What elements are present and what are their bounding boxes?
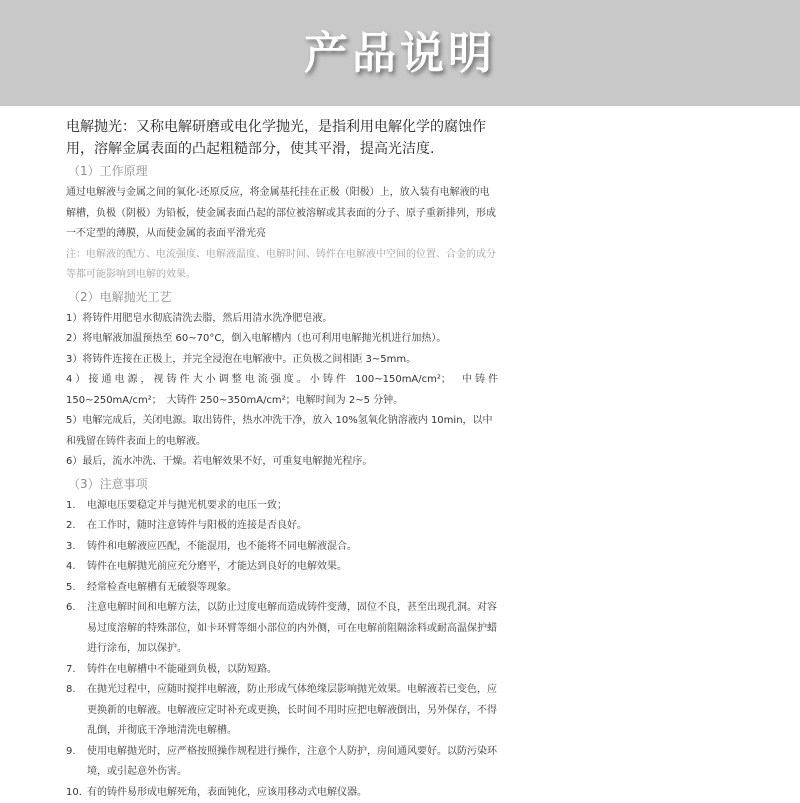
precaution-number: 8. [66, 680, 87, 742]
precaution-item [66, 598, 498, 660]
process-step: 1）将铸件用肥皂水彻底清洗去脂，然后用清水洗净肥皂液。 [66, 309, 498, 330]
precaution-number: 1. [66, 496, 87, 517]
precaution-item [66, 680, 498, 742]
precaution-item [66, 516, 498, 537]
section-heading-precautions: （3）注意事项 [68, 474, 498, 494]
precaution-text: 铸件在电解抛光前应充分磨平，才能达到良好的电解效果。 [87, 557, 498, 578]
precaution-text: 铸件在电解槽中不能碰到负极，以防短路。 [87, 660, 498, 681]
precaution-item [66, 537, 498, 558]
precaution-number: 10. [66, 783, 87, 803]
precaution-text: 在工作时，随时注意铸件与阳极的连接是否良好。 [87, 516, 498, 537]
precaution-text: 电源电压要稳定并与抛光机要求的电压一致； [87, 496, 498, 517]
precaution-text: 经常检查电解槽有无破裂等现象。 [87, 578, 498, 599]
precaution-item [66, 742, 498, 783]
title-banner [0, 0, 800, 106]
section-heading-principle: （1）工作原理 [68, 161, 498, 181]
precaution-item [66, 578, 498, 599]
section-heading-process: （2）电解抛光工艺 [68, 287, 498, 307]
intro-paragraph: 电解抛光：又称电解研磨或电化学抛光，是指利用电解化学的腐蚀作用，溶解金属表面的凸起粗糙部分，使其平滑，提高光洁度. [66, 116, 498, 160]
precaution-number: 3. [66, 537, 87, 558]
process-step: 6）最后，流水冲洗、干燥。若电解效果不好，可重复电解抛光程序。 [66, 452, 498, 473]
precaution-text: 铸件和电解液应匹配，不能混用，也不能将不同电解液混合。 [87, 537, 498, 558]
precaution-text: 有的铸件易形成电解死角，表面钝化，应该用移动式电解仪器。 [87, 783, 498, 803]
precaution-text: 使用电解抛光时，应严格按照操作规程进行操作，注意个人防护，房间通风要好。以防污染环境，或引起意外伤害。 [87, 742, 498, 783]
process-step: 2）将电解液加温预热至 60~70°C，倒入电解槽内（也可利用电解抛光机进行加热）。 [66, 329, 498, 350]
principle-note: 注：电解液的配方、电流强度、电解液温度、电解时间、铸件在电解液中空间的位置、合金的成分等都可能影响到电解的效果。 [66, 245, 498, 286]
precaution-item [66, 660, 498, 681]
precaution-number: 5. [66, 578, 87, 599]
precaution-number: 4. [66, 557, 87, 578]
precaution-number: 9. [66, 742, 87, 783]
document-body [66, 116, 498, 803]
principle-paragraph: 通过电解液与金属之间的氧化-还原反应，将金属基托挂在正极（阳极）上，放入装有电解液的电解槽，负极（阴极）为铅板，使金属表面凸起的部位被溶解或其表面的分子、原子重新排列，形成一不定型的薄膜，从而使金属的表面平滑光亮 [66, 183, 498, 245]
precaution-text: 在抛光过程中，应随时搅拌电解液，防止形成气体绝缘层影响抛光效果。电解液若已变色，应更换新的电解液。电解液应定时补充或更换，长时间不用时应把电解液倒出，另外保存，不得乱倒，并彻底干净地清洗电解槽。 [87, 680, 498, 742]
process-step: 5）电解完成后，关闭电源。取出铸件，热水冲洗干净，放入 10%氢氧化钠溶液内 10min，以中和残留在铸件表面上的电解液。 [66, 411, 498, 452]
precaution-number: 6. [66, 598, 87, 660]
page-title: 产品说明 [304, 17, 496, 81]
precaution-item [66, 557, 498, 578]
precaution-item [66, 496, 498, 517]
process-step: 4）接通电源，视铸件大小调整电流强度。小铸件 100~150mA/cm²； 中铸件 150~250mA/cm²； 大铸件 250~350mA/cm²；电解时间为 2~5 分钟。 [66, 370, 498, 411]
precaution-number: 7. [66, 660, 87, 681]
precaution-text: 注意电解时间和电解方法，以防止过度电解而造成铸件变薄，固位不良，甚至出现孔洞。对容易过度溶解的特殊部位，如卡环臂等细小部位的内外侧，可在电解前阻隔涂料或耐高温保护蜡进行涂布，加以保护。 [87, 598, 498, 660]
precaution-number: 2. [66, 516, 87, 537]
process-step: 3）将铸件连接在正极上，并完全浸泡在电解液中。正负极之间相距 3~5mm。 [66, 350, 498, 371]
